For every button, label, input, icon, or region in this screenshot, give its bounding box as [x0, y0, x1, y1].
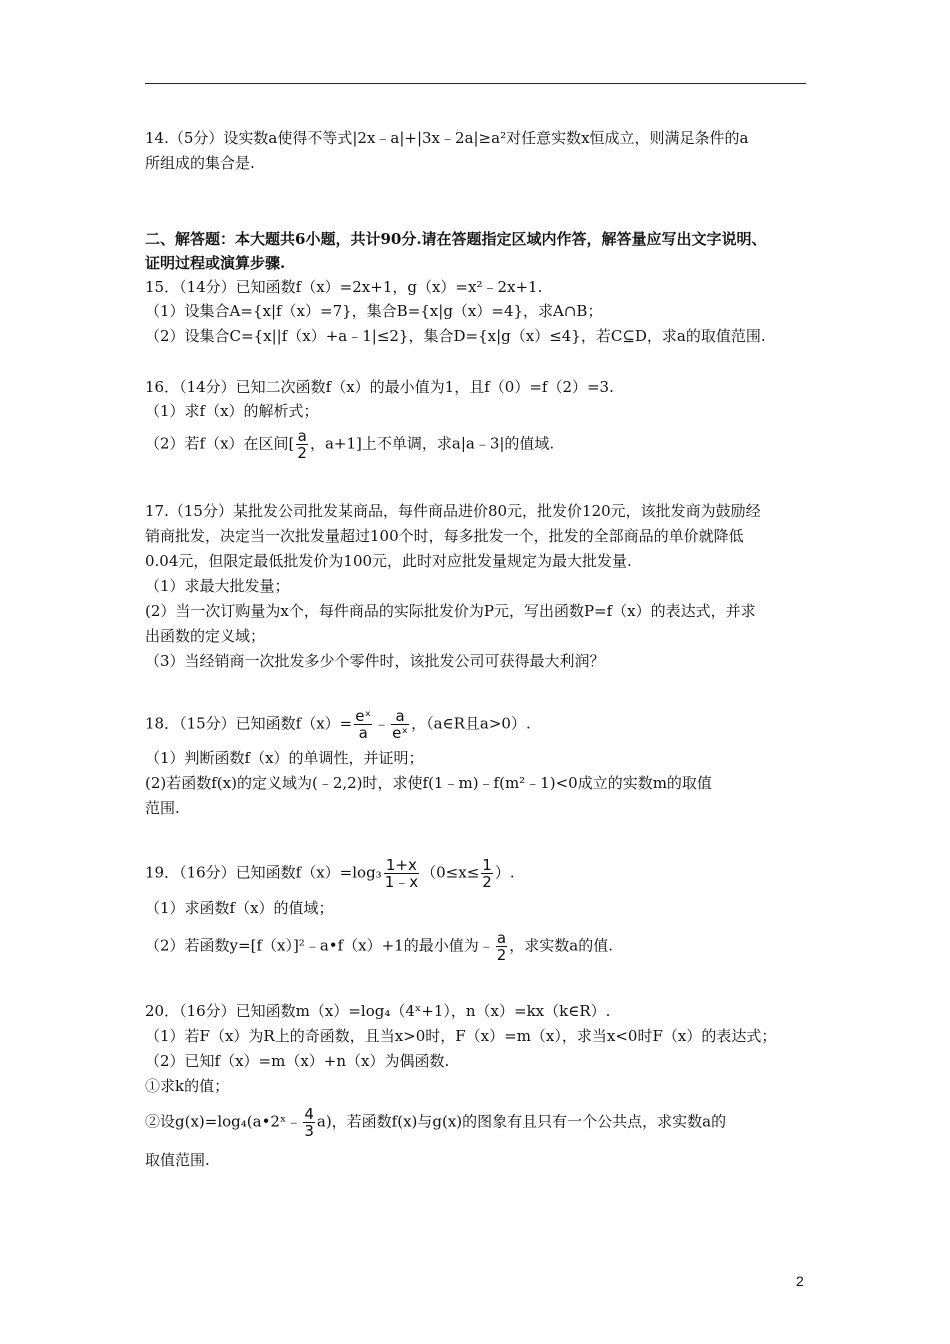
q20-sub2-pre: ②设g(x)=log₄(a•2ˣ﹣: [145, 1112, 302, 1131]
q19-stem: [145, 857, 515, 890]
fraction-denominator: 2: [482, 873, 492, 891]
q20-sub2-cont: 取值范围.: [145, 1151, 210, 1169]
fraction-numerator: a: [297, 427, 307, 445]
q15-part2: （2）设集合C={x||f（x）+a﹣1|≤2}，集合D={x|g（x）≤4}，若C⊆D，求a的取值范围.: [145, 327, 766, 345]
minus-sign: ﹣: [374, 714, 390, 733]
q19-part1: （1）求函数f（x）的值域；: [145, 899, 334, 917]
q18-part2a: (2)若函数f(x)的定义域为(﹣2,2)时，求使f(1﹣m)﹣f(m²﹣1)<0成立的实数m的取值: [145, 774, 712, 792]
q19-part2-post: ，求实数a的值.: [509, 936, 613, 955]
q19-part2-pre: （2）若函数y=[f（x）]²﹣a•f（x）+1的最小值为﹣: [145, 936, 494, 955]
header-rule: [145, 83, 806, 84]
fraction-denominator: eˣ: [392, 724, 409, 742]
fraction-denominator: 3: [304, 1122, 314, 1140]
fraction-log-argument: [384, 857, 419, 890]
q19-cond-post: ）.: [494, 863, 515, 882]
q20-part2: （2）已知f（x）=m（x）+n（x）为偶函数.: [145, 1052, 450, 1070]
fraction-numerator: 1+x: [384, 857, 419, 874]
q17-part3: （3）当经销商一次批发多少个零件时，该批发公司可获得最大利润？: [145, 652, 605, 670]
q17-part2b: 出函数的定义域；: [145, 627, 266, 645]
fraction-ex-over-a: [354, 708, 372, 741]
q18-part2b: 范围.: [145, 799, 180, 817]
fraction-denominator: 2: [297, 444, 307, 462]
q16-part2-post: ，a+1]上不单调，求a|a﹣3|的值域.: [309, 434, 555, 453]
q20-part1: （1）若F（x）为R上的奇函数，且当x>0时，F（x）=m（x），求当x<0时F（x）的表达式；: [145, 1027, 777, 1045]
fraction-numerator: a: [391, 708, 409, 725]
q18-part1: （1）判断函数f（x）的单调性，并证明；: [145, 749, 424, 767]
q16-part1: （1）求f（x）的解析式；: [145, 402, 319, 420]
fraction-numerator: eˣ: [355, 707, 372, 725]
fraction-a-over-2: [296, 428, 308, 461]
fraction-numerator: a: [496, 929, 507, 947]
section2-heading-line1: 二、解答题：本大题共6小题，共计90分.请在答题指定区域内作答，解答量应写出文字说明、: [145, 230, 767, 248]
q20-sub1: ①求k的值；: [145, 1077, 230, 1095]
q16-part2-pre: （2）若f（x）在区间[: [145, 434, 295, 453]
q20-sub2-post: a)，若函数f(x)与g(x)的图象有且只有一个公共点，求实数a的: [316, 1112, 727, 1131]
fraction-one-half: [481, 857, 493, 890]
q18-stem-post: ，（a∈R且a>0）.: [411, 714, 531, 733]
fraction-numerator: 1: [482, 856, 492, 874]
fraction-numerator: 4: [304, 1105, 314, 1123]
fraction-denominator: 2: [496, 946, 507, 964]
fraction-a-over-2: [496, 930, 508, 963]
fraction-denominator: a: [358, 724, 368, 742]
q17-part2a: (2）当一次订购量为x个，每件商品的实际批发价为P元，写出函数P=f（x）的表达式，并求: [145, 602, 756, 620]
q14-line1: 14.（5分）设实数a使得不等式|2x﹣a|+|3x﹣2a|≥a²对任意实数x恒成立，则满足条件的a: [145, 129, 749, 147]
fraction-a-over-ex: [391, 708, 409, 741]
q15-stem: 15．（14分）已知函数f（x）=2x+1，g（x）=x²﹣2x+1.: [145, 278, 543, 296]
q17-line2: 销商批发，决定当一次批发量超过100个时，每多批发一个，批发的全部商品的单价就降低: [145, 527, 744, 545]
q14-line2: 所组成的集合是.: [145, 154, 255, 172]
q16-part2: [145, 428, 554, 461]
q19-stem-pre: 19．（16分）已知函数f（x）=log₃: [145, 863, 382, 882]
q16-stem: 16．（14分）已知二次函数f（x）的最小值为1，且f（0）=f（2）=3.: [145, 378, 614, 396]
fraction-denominator: 1﹣x: [384, 873, 419, 891]
q17-line1: 17.（15分）某批发公司批发某商品，每件商品进价80元，批发价120元，该批发商为鼓励经: [145, 502, 761, 520]
q15-part1: （1）设集合A={x|f（x）=7}，集合B={x|g（x）=4}，求A∩B；: [145, 302, 603, 320]
q18-stem-pre: 18．（15分）已知函数f（x）=: [145, 714, 353, 733]
q17-line3: 0.04元，但限定最低批发价为100元，此时对应批发量规定为最大批发量.: [145, 552, 632, 570]
fraction-4-over-3: [303, 1106, 315, 1139]
page-number: 2: [796, 1273, 804, 1289]
q20-stem: 20．（16分）已知函数m（x）=log₄（4ˣ+1），n（x）=kx（k∈R）.: [145, 1002, 611, 1020]
q19-part2: [145, 930, 613, 963]
q20-sub2: [145, 1106, 726, 1139]
section2-heading-line2: 证明过程或演算步骤.: [145, 254, 286, 272]
q17-part1: （1）求最大批发量；: [145, 577, 290, 595]
q19-cond-pre: （0≤x≤: [421, 863, 480, 882]
q18-stem: [145, 708, 531, 741]
